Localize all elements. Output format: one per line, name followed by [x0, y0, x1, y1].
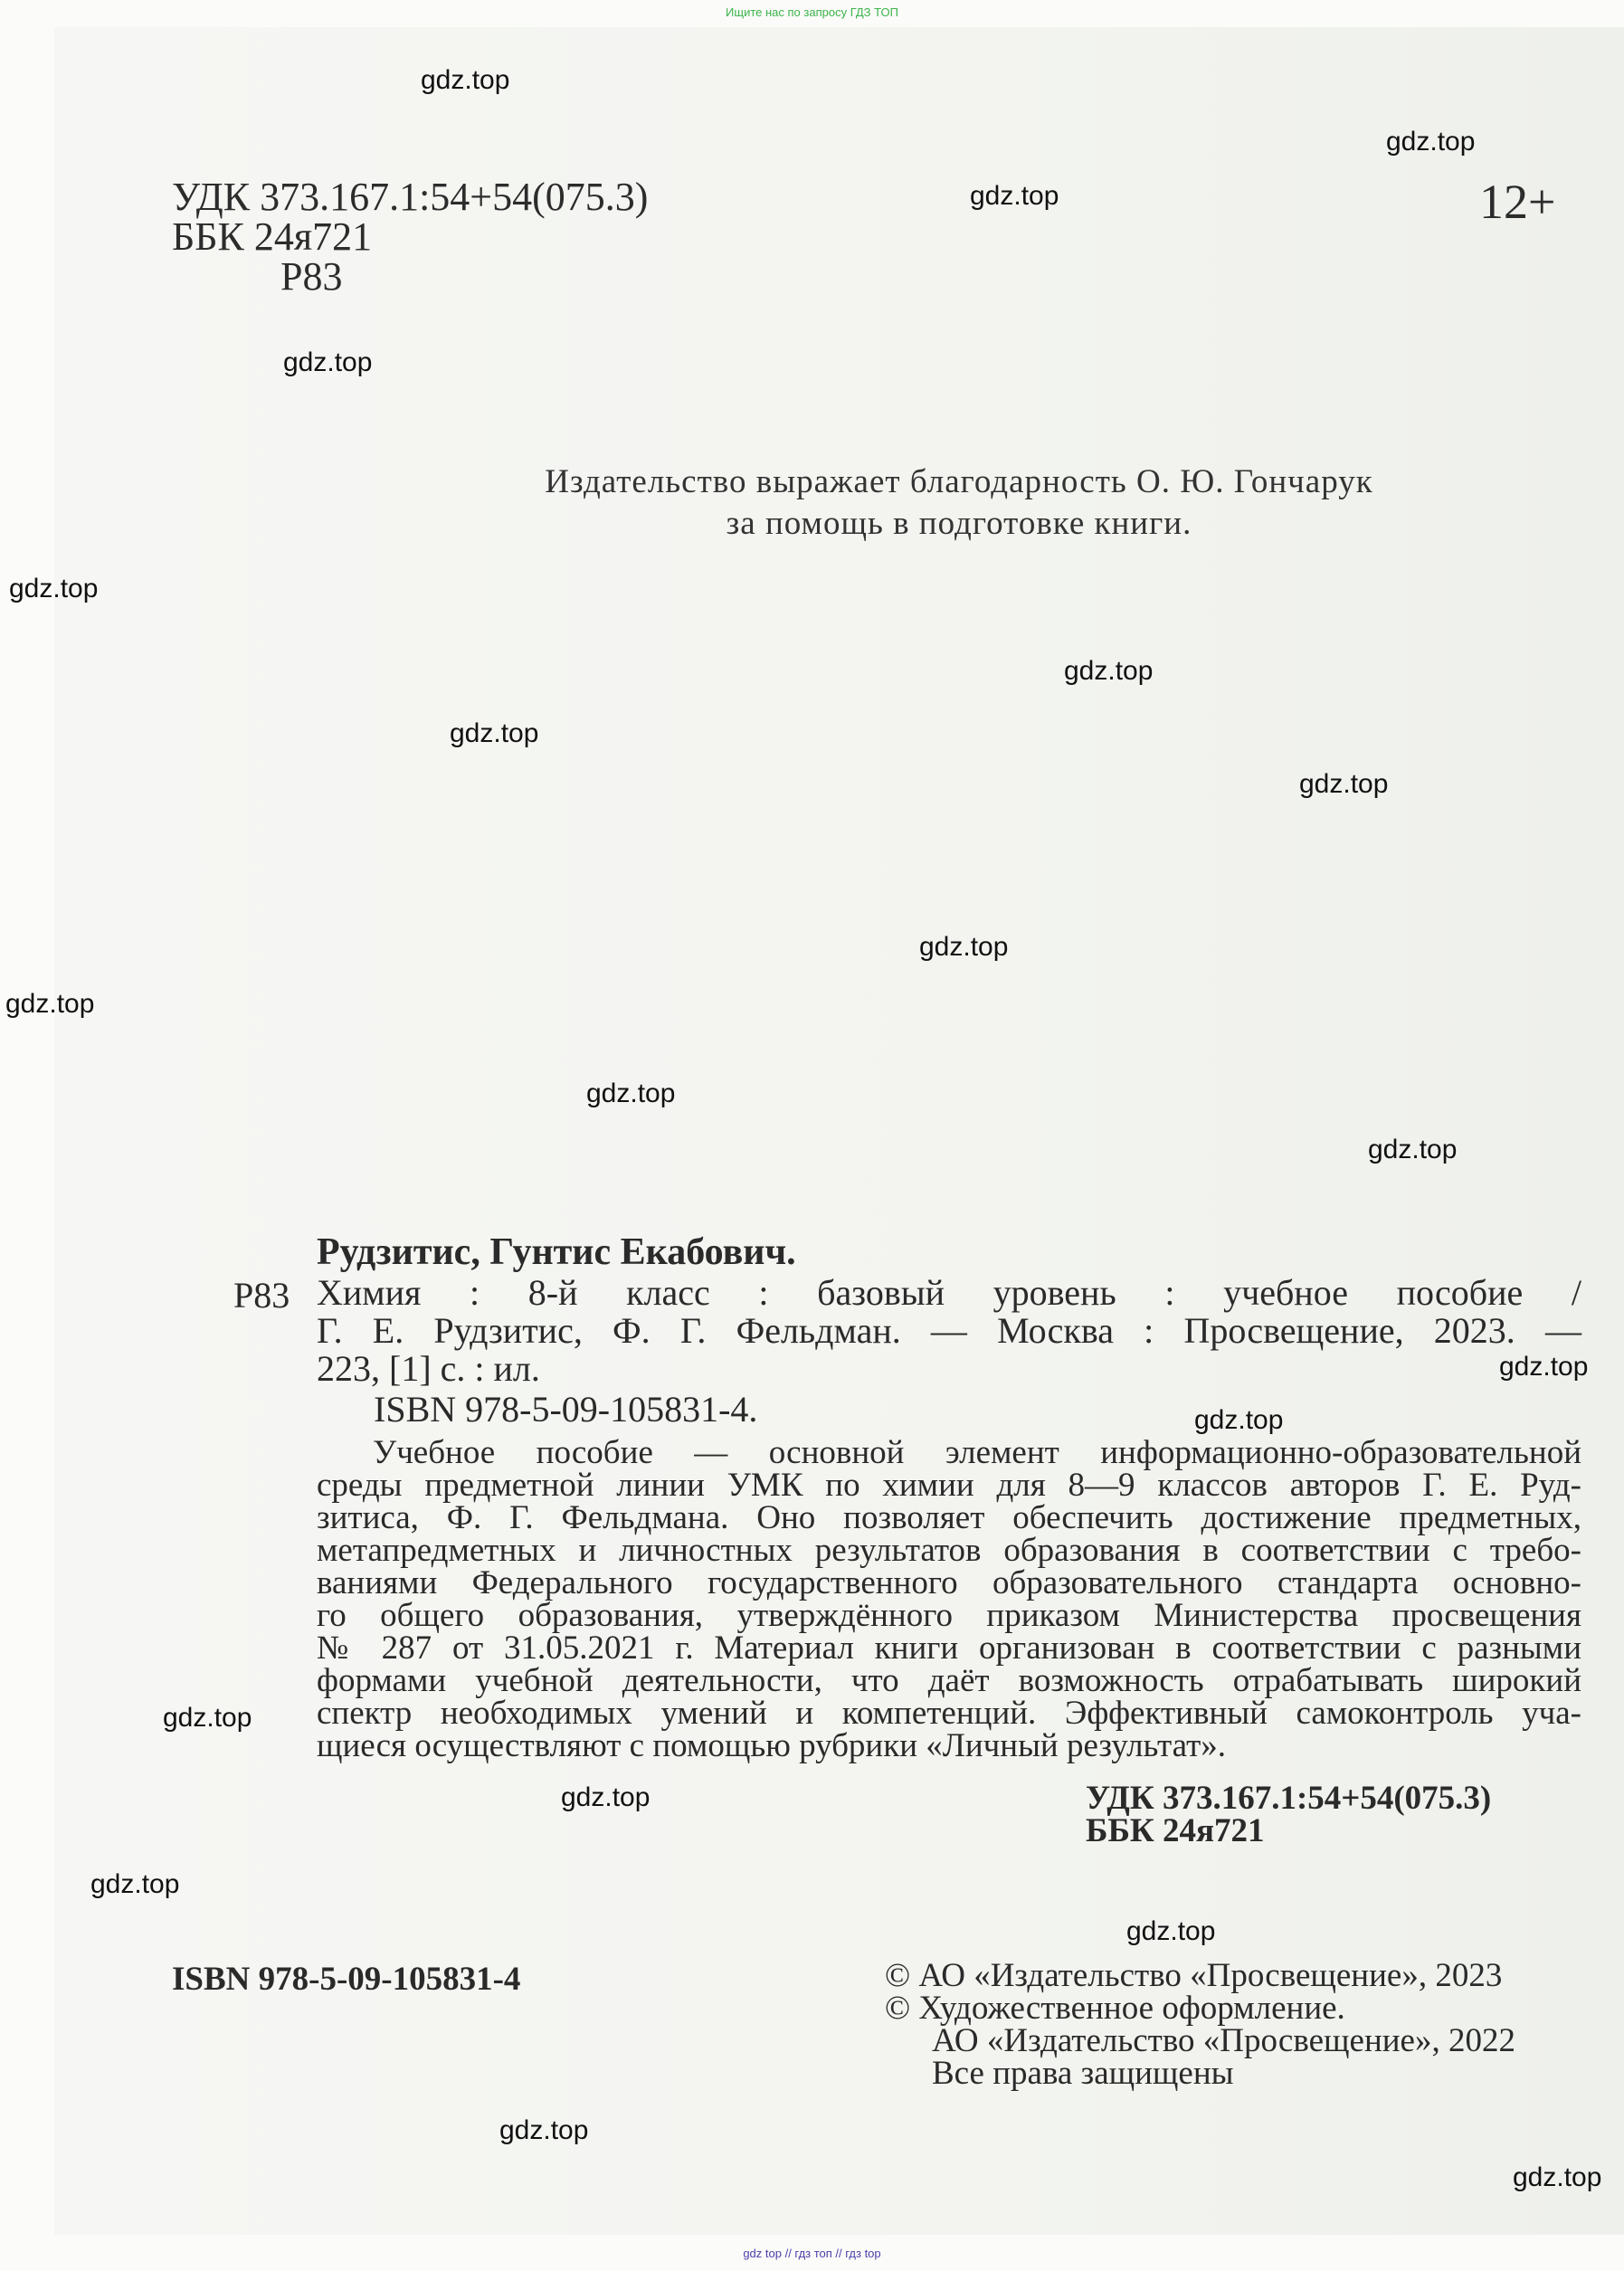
- watermark: gdz.top: [90, 1869, 180, 1899]
- annotation-line: щиеся осуществляют с помощью рубрики «Личный результат».: [317, 1727, 1226, 1764]
- watermark: gdz.top: [1386, 127, 1476, 157]
- card-title-line: Г. Е. Рудзитис, Ф. Г. Фельдман. — Москва : Просвещение, 2023. —: [317, 1310, 1581, 1351]
- author-index: Р83: [280, 254, 343, 299]
- footer-isbn: ISBN 978-5-09-105831-4: [172, 1961, 521, 1998]
- acknowledgement-line: за помощь в подготовке книги.: [726, 505, 1192, 542]
- copyright-line: АО «Издательство «Просвещение», 2022: [932, 2022, 1515, 2059]
- annotation-line: метапредметных и личностных результатов образования в соответствии с требо-: [317, 1532, 1581, 1569]
- watermark: gdz.top: [450, 718, 539, 748]
- copyright-line: © Художественное оформление.: [885, 1990, 1345, 2027]
- watermark: gdz.top: [421, 65, 510, 95]
- card-isbn: ISBN 978-5-09-105831-4.: [374, 1389, 758, 1430]
- card-author: Рудзитис, Гунтис Екабович.: [317, 1231, 796, 1273]
- watermark: gdz.top: [1499, 1352, 1589, 1382]
- watermark: gdz.top: [586, 1078, 676, 1108]
- annotation-line: № 287 от 31.05.2021 г. Материал книги организован в соответствии с разными: [317, 1630, 1581, 1667]
- watermark: gdz.top: [919, 932, 1009, 962]
- watermark: gdz.top: [9, 574, 99, 603]
- annotation-line: спектр необходимых умений и компетенций. Эффективный самоконтроль уча-: [317, 1695, 1581, 1732]
- classification-block: [172, 177, 648, 297]
- bbk-code: ББК 24я721: [172, 214, 373, 259]
- card-title: [317, 1274, 1581, 1388]
- watermark: gdz.top: [5, 989, 95, 1019]
- card-title-line: Химия : 8-й класс : базовый уровень : учебное пособие /: [317, 1272, 1581, 1313]
- annotation-line: Учебное пособие — основной элемент информационно-образовательной: [373, 1434, 1581, 1471]
- annotation-line: зитиса, Ф. Г. Фельдмана. Оно позволяет обеспечить достижение предметных,: [317, 1499, 1581, 1536]
- top-banner[interactable]: Ищите нас по запросу ГДЗ ТОП: [726, 5, 898, 19]
- annotation-line: ваниями Федерального государственного образовательного стандарта основно-: [317, 1564, 1581, 1601]
- watermark: gdz.top: [499, 2115, 589, 2145]
- copyright-block: [885, 1957, 1515, 2092]
- watermark: gdz.top: [163, 1703, 252, 1733]
- copyright-line: © АО «Издательство «Просвещение», 2023: [885, 1957, 1503, 1994]
- card-udk: УДК 373.167.1:54+54(075.3): [1086, 1780, 1492, 1817]
- udk-code: УДК 373.167.1:54+54(075.3): [172, 175, 649, 219]
- copyright-line: Все права защищены: [932, 2055, 1234, 2092]
- watermark: gdz.top: [561, 1782, 651, 1812]
- card-annotation: [317, 1434, 1581, 1764]
- card-bbk: ББК 24я721: [1086, 1812, 1265, 1849]
- watermark: gdz.top: [1064, 656, 1154, 686]
- annotation-line: среды предметной линии УМК по химии для 8—9 классов авторов Г. Е. Руд-: [317, 1467, 1581, 1504]
- watermark: gdz.top: [1513, 2162, 1602, 2192]
- acknowledgement: [452, 461, 1466, 545]
- annotation-line: формами учебной деятельности, что даёт возможность отрабатывать широкий: [317, 1662, 1581, 1699]
- watermark: gdz.top: [970, 181, 1059, 211]
- annotation-line: го общего образования, утверждённого приказом Министерства просвещения: [317, 1597, 1581, 1634]
- card-classification: [1086, 1782, 1491, 1848]
- watermark: gdz.top: [1194, 1405, 1284, 1435]
- bottom-banner[interactable]: gdz top // гдз топ // гдз top: [743, 2247, 881, 2260]
- watermark: gdz.top: [1299, 769, 1389, 799]
- watermark: gdz.top: [283, 347, 373, 377]
- watermark: gdz.top: [1126, 1916, 1216, 1946]
- acknowledgement-line: Издательство выражает благодарность О. Ю. Гончарук: [545, 463, 1373, 500]
- card-index: Р83: [233, 1275, 290, 1316]
- card-title-line: 223, [1] с. : ил.: [317, 1348, 540, 1389]
- age-rating: 12+: [1479, 175, 1556, 229]
- watermark: gdz.top: [1368, 1135, 1458, 1164]
